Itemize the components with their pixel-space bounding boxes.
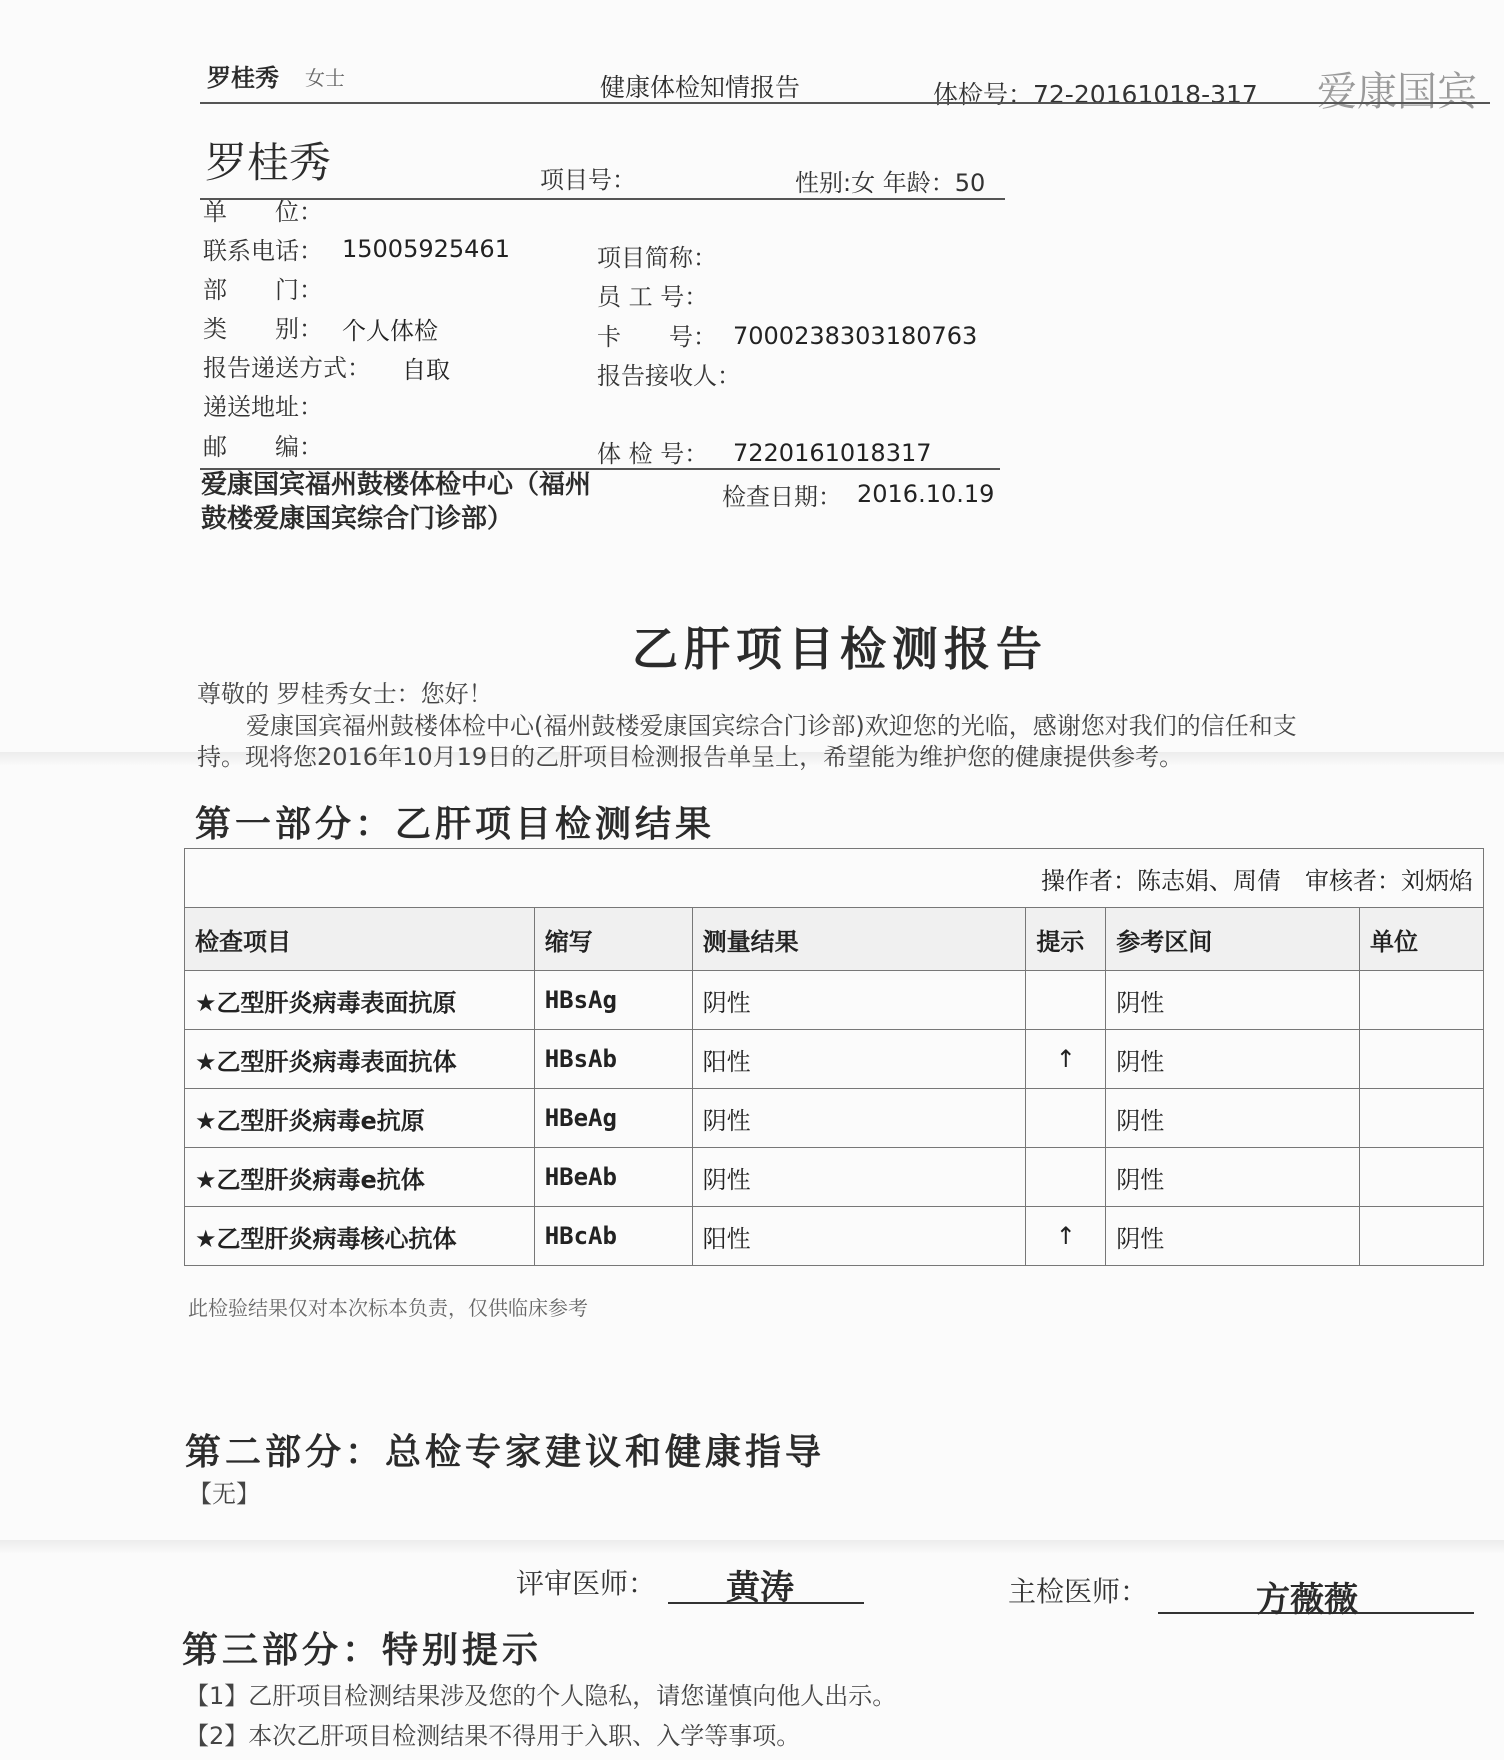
unit-label: 单 位： (203, 198, 323, 226)
part1-title: 第一部分：乙肝项目检测结果 (195, 804, 716, 845)
cell-unit (1360, 971, 1484, 1030)
address-label: 递送地址： (203, 393, 323, 421)
result-disclaimer: 此检验结果仅对本次标本负责，仅供临床参考 (188, 1296, 588, 1320)
results-table (184, 848, 1484, 1266)
staff-info: 操作者：陈志娟、周倩 审核者：刘炳焰 (185, 849, 1484, 908)
cell-result: 阴性 (692, 1089, 1026, 1148)
cell-item: ★乙型肝炎病毒表面抗体 (185, 1030, 535, 1089)
card-value: 7000238303180763 (733, 322, 978, 350)
cell-unit (1360, 1089, 1484, 1148)
project-abbr-label: 项目简称： (597, 244, 717, 272)
cell-unit (1360, 1148, 1484, 1207)
delivery-label: 报告递送方式： (203, 354, 371, 382)
intro-line-1: 爱康国宾福州鼓楼体检中心(福州鼓楼爱康国宾综合门诊部)欢迎您的光临，感谢您对我们的信任和支 (246, 712, 1297, 740)
cell-result: 阴性 (692, 971, 1026, 1030)
cell-result: 阳性 (692, 1030, 1026, 1089)
receiver-label: 报告接收人： (597, 362, 741, 390)
table-row (185, 1030, 1484, 1089)
cell-abbr: HBsAb (534, 1030, 692, 1089)
col-header-ref: 参考区间 (1106, 908, 1360, 971)
chief-signature: 方薇薇 (1256, 1580, 1358, 1620)
greeting: 尊敬的 罗桂秀女士：您好！ (197, 680, 493, 708)
postcode-label: 邮 编： (203, 433, 323, 461)
col-header-item: 检查项目 (185, 908, 535, 971)
cell-item: ★乙型肝炎病毒e抗原 (185, 1089, 535, 1148)
cell-abbr: HBsAg (534, 971, 692, 1030)
phone-value: 15005925461 (342, 235, 510, 263)
header-exam-no: 体检号：72-20161018-317 (933, 80, 1258, 109)
cell-ref: 阴性 (1106, 1207, 1360, 1266)
card-label: 卡 号： (597, 323, 717, 351)
gender-age: 性别:女 年龄：50 (795, 169, 986, 197)
part2-content: 【无】 (188, 1480, 260, 1508)
header-honorific: 女士 (305, 66, 345, 90)
cell-ref: 阴性 (1106, 1089, 1360, 1148)
cell-flag (1026, 1089, 1106, 1148)
part2-title: 第二部分：总检专家建议和健康指导 (185, 1432, 826, 1473)
tip-item: 【1】乙肝项目检测结果涉及您的个人隐私，请您谨慎向他人出示。 (185, 1682, 897, 1710)
exam-no-label: 体 检 号： (597, 440, 709, 468)
phone-label: 联系电话： (203, 237, 323, 265)
patient-name: 罗桂秀 (205, 138, 332, 187)
cell-ref: 阴性 (1106, 1030, 1360, 1089)
col-header-result: 测量结果 (692, 908, 1026, 971)
category-label: 类 别： (203, 315, 323, 343)
cell-unit (1360, 1030, 1484, 1089)
report-title: 乙肝项目检测报告 (632, 622, 1048, 676)
center-name: 爱康国宾福州鼓楼体检中心（福州鼓楼爱康国宾综合门诊部） (201, 470, 592, 534)
col-header-abbr: 缩写 (534, 908, 692, 971)
tip-item: 【2】本次乙肝项目检测结果不得用于入职、入学等事项。 (185, 1722, 801, 1750)
reviewer-signature: 黄涛 (726, 1568, 794, 1608)
cell-abbr: HBeAb (534, 1148, 692, 1207)
up-arrow-icon: ↑ (1026, 1030, 1106, 1089)
part3-title: 第三部分：特别提示 (182, 1630, 543, 1671)
table-header-row (185, 908, 1484, 971)
reviewer-label: 评审医师： (516, 1567, 657, 1600)
cell-result: 阳性 (692, 1207, 1026, 1266)
col-header-flag: 提示 (1026, 908, 1106, 971)
cell-unit (1360, 1207, 1484, 1266)
cell-flag (1026, 1148, 1106, 1207)
table-row (185, 1207, 1484, 1266)
cell-item: ★乙型肝炎病毒表面抗原 (185, 971, 535, 1030)
cell-item: ★乙型肝炎病毒核心抗体 (185, 1207, 535, 1266)
header-patient-name: 罗桂秀 (207, 64, 279, 92)
cell-ref: 阴性 (1106, 1148, 1360, 1207)
staff-row (185, 849, 1484, 908)
dept-label: 部 门： (203, 276, 323, 304)
cell-abbr: HBcAb (534, 1207, 692, 1266)
up-arrow-icon: ↑ (1026, 1207, 1106, 1266)
cell-abbr: HBeAg (534, 1089, 692, 1148)
table-row (185, 971, 1484, 1030)
category-value: 个人体检 (342, 317, 438, 345)
cell-ref: 阴性 (1106, 971, 1360, 1030)
exam-date-value: 2016.10.19 (857, 480, 995, 508)
employee-no-label: 员 工 号： (597, 283, 709, 311)
header-divider (200, 102, 1490, 104)
exam-date-label: 检查日期： (722, 483, 842, 511)
table-row (185, 1089, 1484, 1148)
brand-logo-text: 爱康国宾 (1317, 69, 1477, 115)
exam-no-value: 7220161018317 (733, 439, 932, 467)
chief-label: 主检医师： (1008, 1575, 1149, 1608)
cell-item: ★乙型肝炎病毒e抗体 (185, 1148, 535, 1207)
table-row (185, 1148, 1484, 1207)
intro-line-2: 持。现将您2016年10月19日的乙肝项目检测报告单呈上，希望能为维护您的健康提供参考。 (197, 743, 1184, 771)
project-no-label: 项目号： (540, 166, 636, 194)
cell-flag (1026, 971, 1106, 1030)
delivery-value: 自取 (402, 356, 450, 384)
col-header-unit: 单位 (1360, 908, 1484, 971)
cell-result: 阴性 (692, 1148, 1026, 1207)
header-report-type: 健康体检知情报告 (600, 73, 801, 102)
